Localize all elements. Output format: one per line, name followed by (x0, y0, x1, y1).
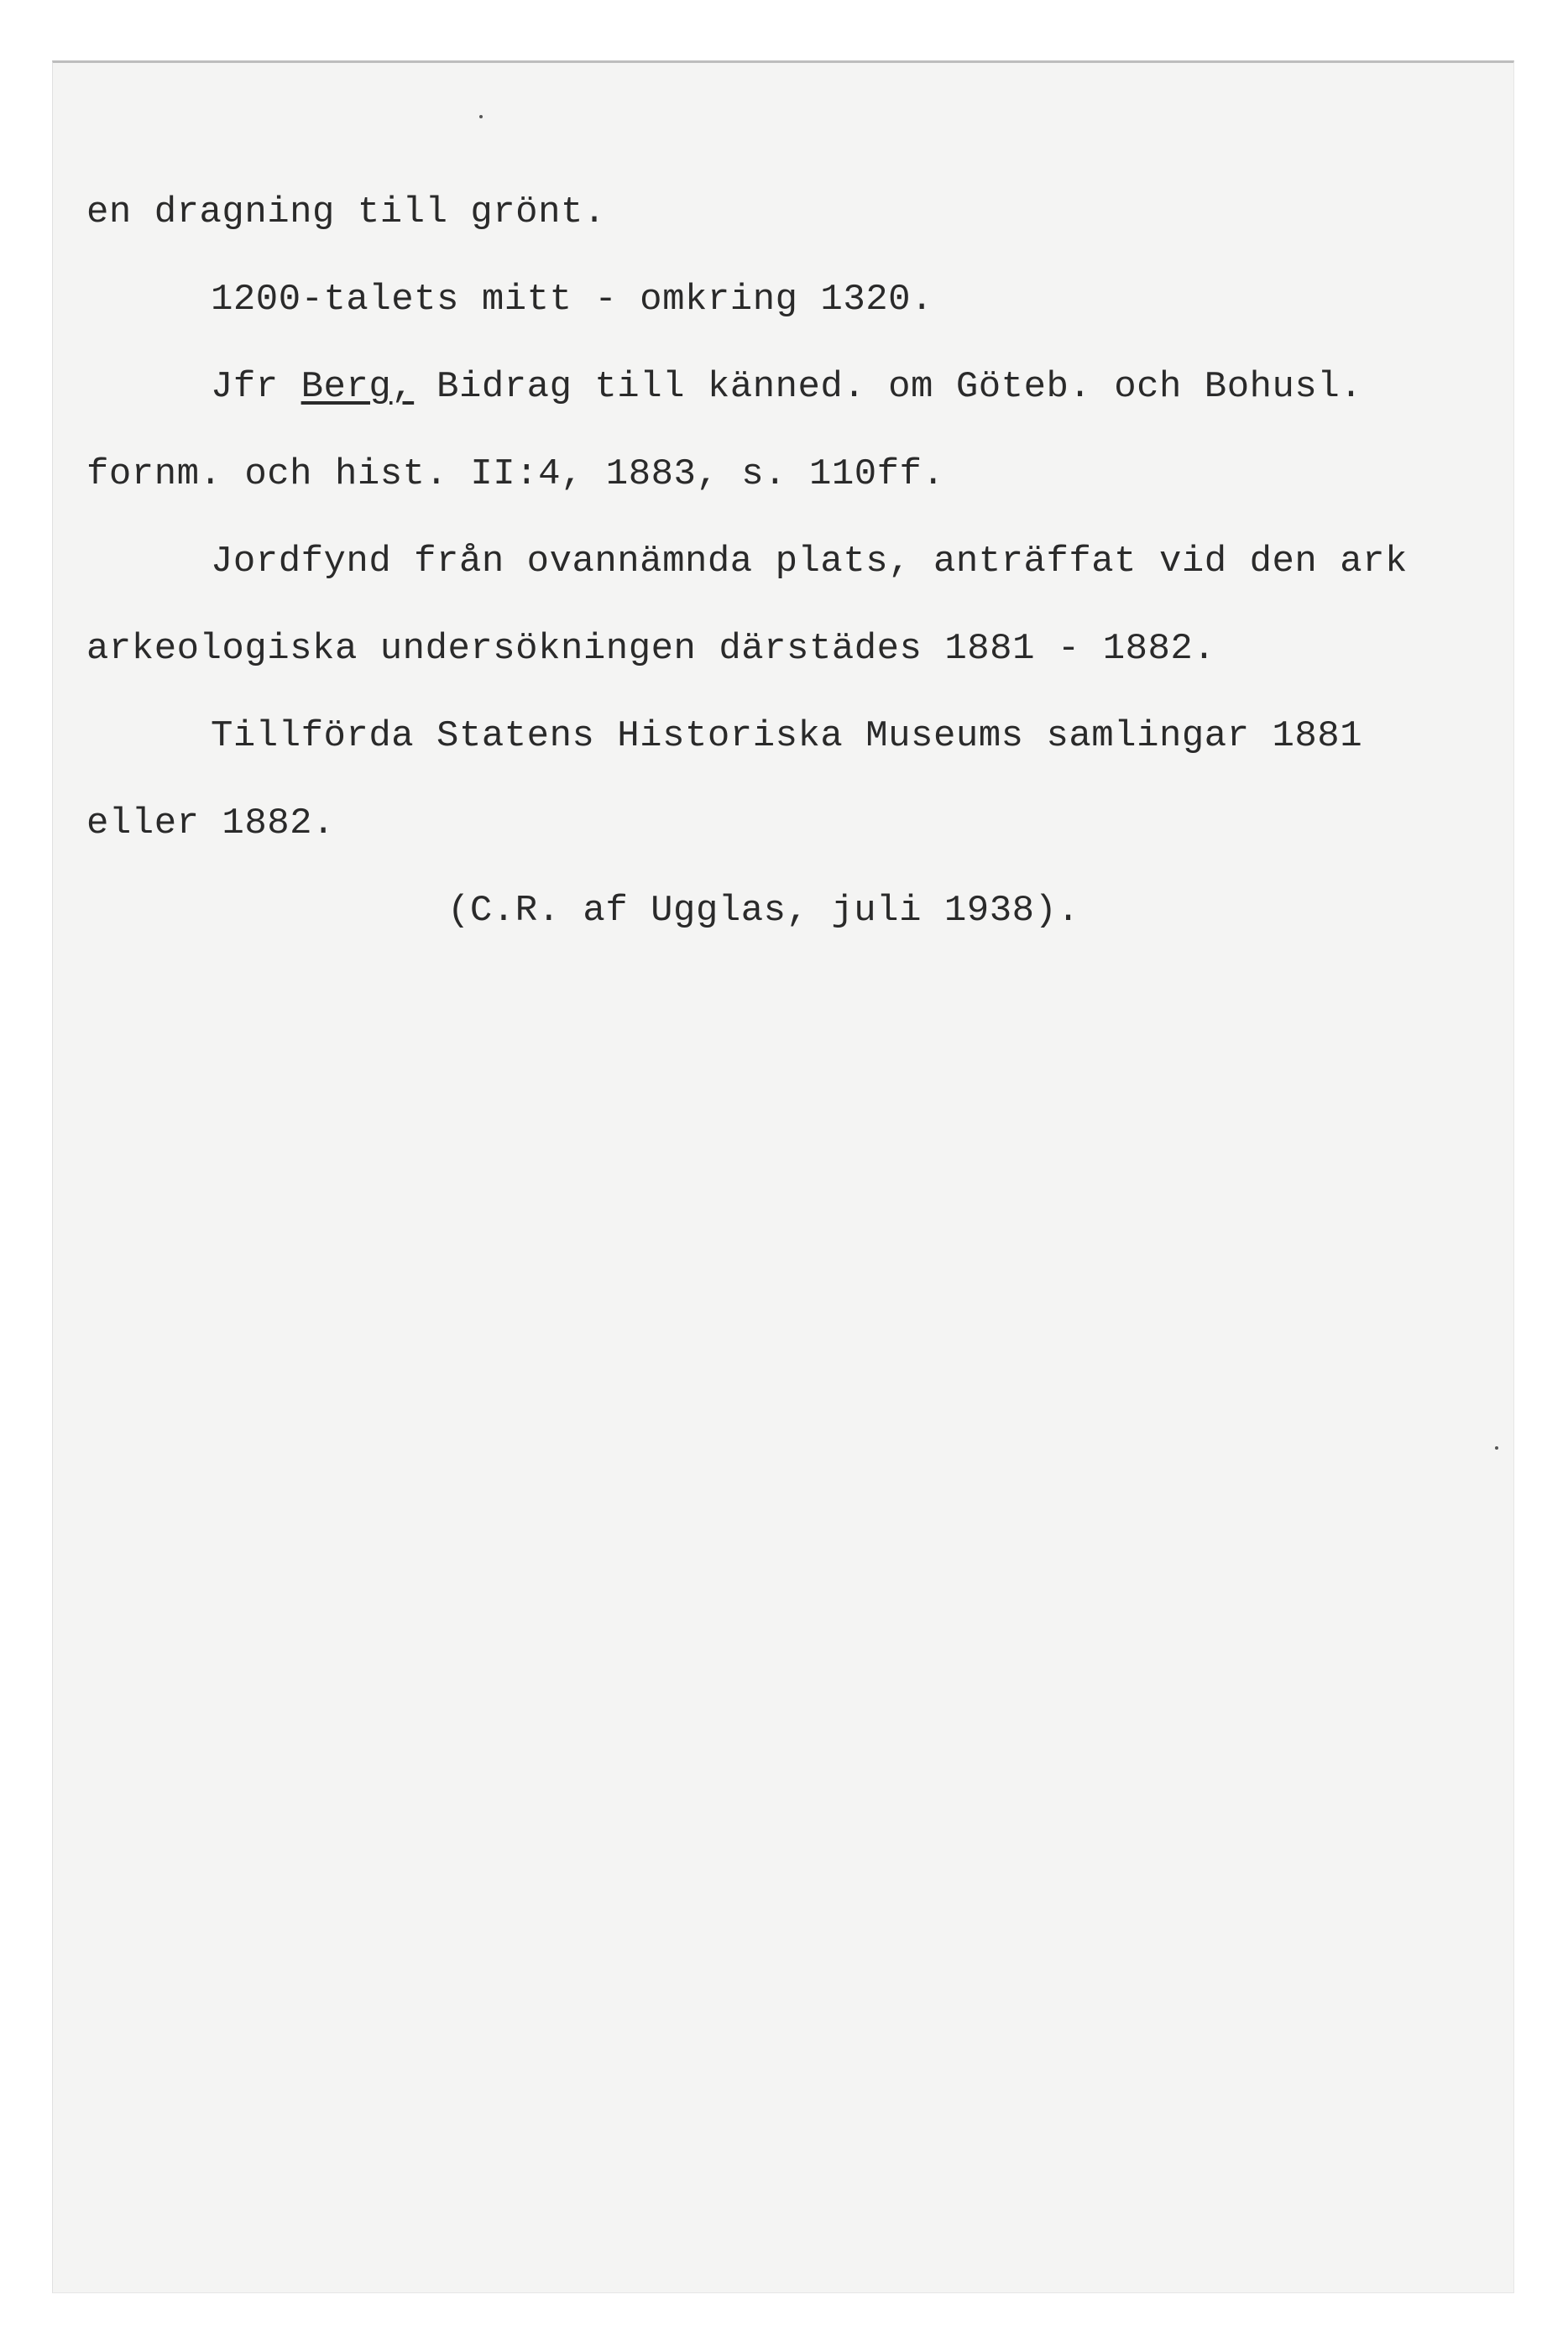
reference-author: Berg, (301, 366, 415, 408)
catalog-card (52, 60, 1514, 2293)
text-line-1: en dragning till grönt. (86, 191, 606, 233)
reference-title: Bidrag till känned. om Göteb. och Bohusl. (414, 366, 1363, 408)
text-line-acquisition: Tillförda Statens Historiska Museums samlingar 1881 (211, 715, 1363, 757)
paper-speck (1495, 1446, 1498, 1450)
text-line-find: Jordfynd från ovannämnda plats, anträffat vid den ark (211, 541, 1408, 583)
reference-prefix: Jfr (211, 366, 301, 408)
text-line-acquisition-cont: eller 1882. (86, 802, 335, 844)
text-line-reference-cont: fornm. och hist. II:4, 1883, s. 110ff. (86, 453, 945, 495)
text-line-signature: (C.R. af Ugglas, juli 1938). (447, 890, 1080, 932)
text-line-find-cont: arkeologiska undersökningen därstädes 1881 - 1882. (86, 628, 1216, 670)
text-line-dating: 1200-talets mitt - omkring 1320. (211, 279, 933, 321)
paper-speck (479, 115, 483, 118)
text-line-reference (211, 365, 1362, 409)
